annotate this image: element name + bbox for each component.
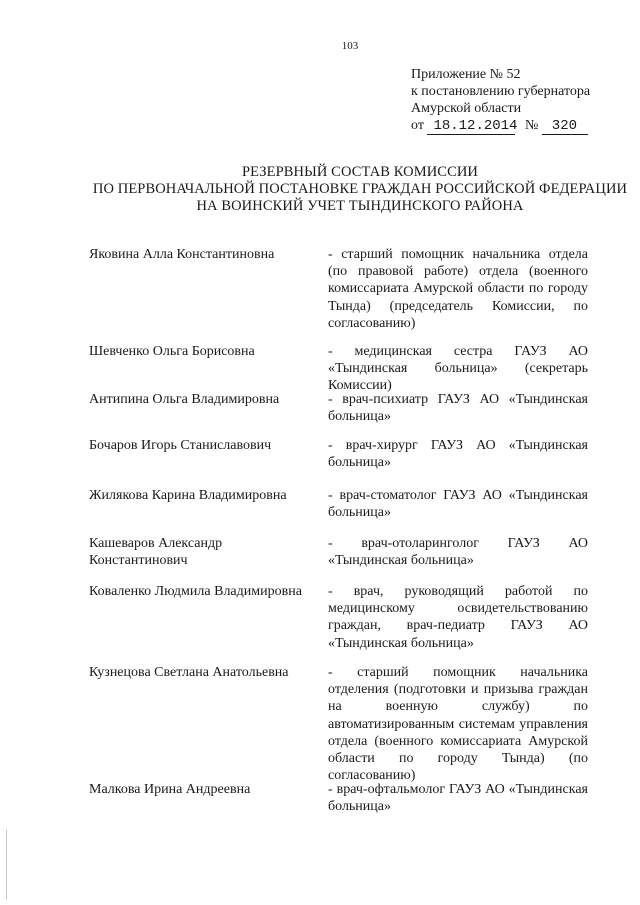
annex-resolution: к постановлению губернатора (411, 84, 591, 99)
member-role: - врач-отоларинголог ГАУЗ АО «Тындинская больница» (328, 536, 588, 569)
annex-block (411, 66, 611, 135)
number-sign: № (524, 118, 539, 133)
annex-region: Амурской области (411, 101, 522, 116)
member-name: Коваленко Людмила Владимировна (89, 584, 302, 599)
annex-date: 18.12.2014 (427, 119, 515, 135)
member-role: - врач, руководящий работой по медицинскому освидетельствованию граждан, врач-педиатр ГАУЗ АО «Тындинская больница» (328, 584, 588, 651)
member-role: - врач-стоматолог ГАУЗ АО «Тындинская больница» (328, 488, 588, 521)
member-name: Малкова Ирина Андреевна (89, 782, 251, 797)
annex-date-row (411, 117, 611, 135)
member-name: Кашеваров Александр Константинович (89, 536, 223, 568)
annex-number: 320 (542, 119, 588, 135)
title-line-2: ПО ПЕРВОНАЧАЛЬНОЙ ПОСТАНОВКЕ ГРАЖДАН РОССИЙСКОЙ ФЕДЕРАЦИИ (92, 181, 628, 197)
member-role: - врач-хирург ГАУЗ АО «Тындинская больница» (328, 438, 588, 471)
member-role: - старший помощник начальника отделения (подготовки и призыва граждан на военную службу) по автоматизированным системам управления отдела (военного комиссариата Амурской области по городу Тында) (по согласованию) (328, 665, 588, 784)
member-name: Кузнецова Светлана Анатольевна (89, 665, 289, 680)
annex-title: Приложение № 52 (411, 67, 521, 82)
scan-margin-line (6, 830, 7, 900)
date-prefix: от (411, 118, 424, 133)
member-name: Яковина Алла Константиновна (89, 247, 275, 262)
member-role: - медицинская сестра ГАУЗ АО «Тындинская больница» (секретарь Комиссии) (328, 344, 588, 394)
member-role: - врач-психиатр ГАУЗ АО «Тындинская больница» (328, 392, 588, 425)
title-line-3: НА ВОИНСКИЙ УЧЕТ ТЫНДИНСКОГО РАЙОНА (196, 198, 524, 214)
member-role: - врач-офтальмолог ГАУЗ АО «Тындинская больница» (328, 782, 588, 815)
member-name: Антипина Ольга Владимировна (89, 392, 280, 407)
member-name: Шевченко Ольга Борисовна (89, 344, 255, 359)
page-number: 103 (341, 40, 359, 52)
member-role: - старший помощник начальника отдела (по правовой работе) отдела (военного комиссариата Амурской области по городу Тында) (председатель Комиссии, по согласованию) (328, 247, 588, 331)
title-line-1: РЕЗЕРВНЫЙ СОСТАВ КОМИССИИ (242, 164, 478, 180)
member-name: Жилякова Карина Владимировна (89, 488, 287, 503)
document-title (60, 164, 640, 215)
member-name: Бочаров Игорь Станиславович (89, 438, 272, 453)
